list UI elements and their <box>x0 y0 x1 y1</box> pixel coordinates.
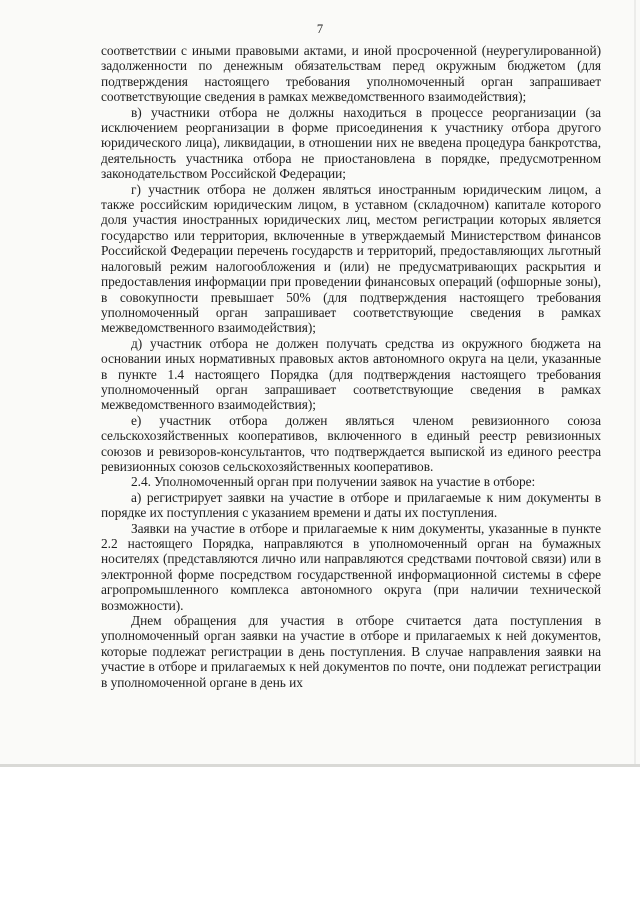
page-number: 7 <box>316 22 324 36</box>
paragraph: Заявки на участие в отборе и прилагаемые к ним документы, указанные в пункте 2.2 настоящего Порядка, направляются в уполномоченный орган на бумажных носителях (представляются лично или направляются средствами почтовой связи) или в электронной форме посредством государственной информационной системы в сфере агропромышленного комплекса автономного округа (при наличии технической возможности). <box>101 520 601 613</box>
paragraph: е) участник отбора должен являться членом ревизионного союза сельскохозяйственных кооперативов, включенного в единый реестр ревизионных союзов и ревизоров-консультантов, что подтверждается выпиской из единого реестра ревизионных союзов сельскохозяйственных кооперативов. <box>101 412 601 474</box>
scan-bottom-edge <box>0 764 640 767</box>
paragraph: д) участник отбора не должен получать средства из окружного бюджета на основании иных нормативных правовых актов автономного округа на цели, указанные в пункте 1.4 настоящего Порядка (для подтверждения настоящего требования уполномоченный орган запрашивает соответствующие сведения в рамках межведомственного взаимодействия); <box>101 335 601 413</box>
paragraph: в) участники отбора не должны находиться в процессе реорганизации (за исключением реорганизации в форме присоединения к участнику отбора другого юридического лица), ликвидации, в отношении них не введена процедура банкротства, деятельность участника отбора не приостановлена в порядке, предусмотренном законодательством Российской Федерации; <box>101 104 601 182</box>
scan-border-right <box>634 0 636 766</box>
paragraph: Днем обращения для участия в отборе считается дата поступления в уполномоченный орган заявки на участие в отборе и прилагаемых к ней документов, которые подлежат регистрации в день поступления. В случае направления заявки на участие в отборе и прилагаемых к ней документов по почте, они подлежат регистрации в уполномоченной органе в день их <box>101 613 601 690</box>
paragraph: 2.4. Уполномоченный орган при получении заявок на участие в отборе: <box>131 474 536 490</box>
document-body <box>101 43 601 690</box>
paragraph: г) участник отбора не должен являться иностранным юридическим лицом, а также российским юридическим лицом, в уставном (складочном) капитале которого доля участия иностранных юридических лиц, местом регистрации которых является государство или территория, включенные в утверждаемый Министерством финансов Российской Федерации перечень государств и территорий, предоставляющих льготный налоговый режим налогообложения и (или) не предусматривающих раскрытия и предоставления информации при проведении финансовых операций (офшорные зоны), в совокупности превышает 50% (для подтверждения настоящего требования уполномоченный орган запрашивает соответствующие сведения в рамках межведомственного взаимодействия); <box>101 181 601 336</box>
paragraph: а) регистрирует заявки на участие в отборе и прилагаемые к ним документы в порядке их поступления с указанием времени и даты их поступления. <box>101 489 601 521</box>
paragraph: соответствии с иными правовыми актами, и иной просроченной (неурегулированной) задолженности по денежным обязательствам перед окружным бюджетом (для подтверждения настоящего требования уполномоченный орган запрашивает соответствующие сведения в рамках межведомственного взаимодействия); <box>101 43 601 105</box>
